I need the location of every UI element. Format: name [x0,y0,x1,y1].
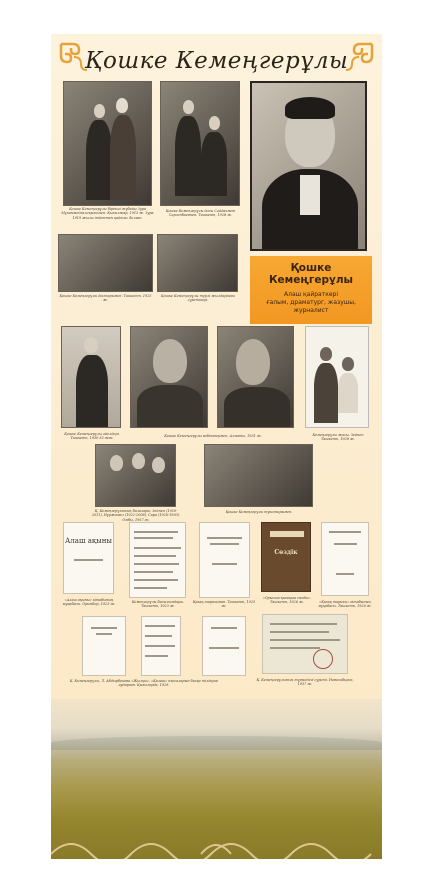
document-3 [199,522,250,598]
photo-family [305,326,369,428]
info-box [250,256,372,324]
exhibit-banner [51,34,382,859]
caption-group-1: Қошке Кемеңгерұлы достарымен. Ташкент, 1925 ж. [59,294,152,303]
caption-daughters: Қ. Кемеңгерұлының балалары: Зейнеп (1920-2011), Нұржамал (1922-2008), Сара (1926-1993). Омбы, 1957 ж. [91,509,181,522]
document-7 [141,616,181,676]
document-4 [261,522,311,592]
caption-doc-4: «Орысша-қазақша сөздік». Ташкент, 1926 ж. [262,596,312,605]
caption-couple: Қошке Кемеңгерұлы бірінші жұбайы Зура Мұхаммедғалиқызымен. Қызылжар, 1913 ж. Зура 1919 жылы індеттен қайтыс болған. [61,207,154,220]
caption-docs-row: Қ. Кемеңгерұлы, Л. Абдырбекова «Жылқы», «Қалаш» пьесаларын басқа тілдерге аударған. Қызылорда, 1929. [69,679,219,688]
caption-doc-2: Кемеңгерұлы басылымдары. Ташкент, 1923 ж. [131,600,185,609]
caption-man-standing: Қошке Кемеңгерұлы әйелдері. Ташкент, 1930-33 жж. [64,432,120,441]
info-desc-line2: ғалым, драматург, жазушы, [266,299,356,306]
info-desc-line1: Алаш қайраткері [284,291,338,298]
portrait-photo [250,81,367,251]
document-1 [63,522,114,594]
info-desc-line3: журналист [293,307,329,314]
page-title: Қошке Кемеңгерұлы [84,48,349,74]
caption-doc-1: «Алаш ақыны» кітабының мұқабасы. Орынбор, 1923 ж. [62,598,116,607]
caption-group-2: Қошке Кемеңгерұлы түрлі жылдардағы суреттері. [160,294,236,303]
caption-prison: Қ. Кемеңгерұлының түрмедегі суреті. Новосибирск, 1937 ж. [256,678,354,687]
photo-relatives [204,444,313,507]
info-name-line2: Кемеңгерұлы [268,274,354,286]
document-6 [82,616,126,676]
photo-two-men [160,81,240,206]
photo-portrait-2 [130,326,208,428]
document-5 [321,522,369,596]
photo-man-standing [61,326,121,428]
caption-two-men: Қошке Кемеңгерұлы досы Сәйдахмет Сәрсенбаевпен. Ташкент, 1928 ж. [165,209,236,218]
caption-doc-3: Қазақ тарихынан. Ташкент, 1925 ж. [192,600,256,609]
bottom-ornament-icon [51,824,382,859]
caption-portraits: Қошке Кемеңгерұлы өзбектермен. Алматы, 1931 ж. [164,434,262,438]
info-name-line1: Қошке [290,262,332,274]
photo-couple [63,81,152,206]
group-photo-2 [157,234,238,292]
document-4-title: Сөздік [274,549,298,556]
caption-relatives: Қошке Кемеңгерұлы туыстарымен. [225,510,293,514]
document-2 [129,522,186,598]
photo-profile [217,326,294,428]
document-8 [202,616,246,676]
photo-daughters [95,444,176,507]
caption-doc-5: «Қазақ тарихы» кітабының мұқабасы. Ташкент, 1926 ж. [318,600,372,609]
caption-family: Кемеңгерұлы жасы. Зейнеп Ташкент, 1928 ж. [312,433,364,442]
group-photo-1 [58,234,153,292]
distant-hills [51,736,382,750]
document-1-title: Алаш ақыны [65,537,112,545]
document-9 [262,614,348,674]
